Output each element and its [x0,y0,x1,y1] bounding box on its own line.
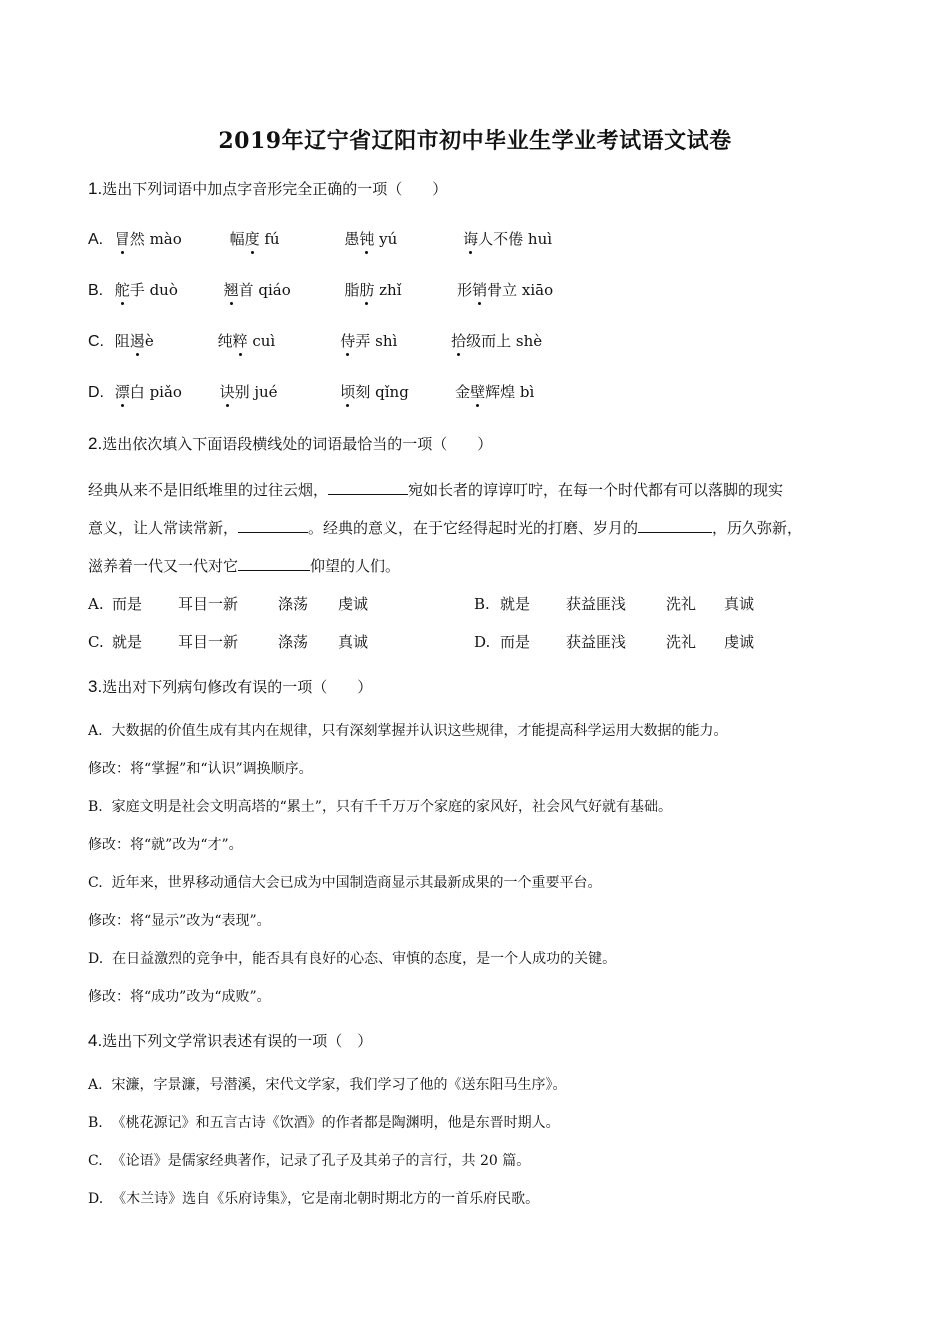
q1-option-d [88,381,534,402]
word-item: 舵手 duò [114,281,178,299]
word-item: 诲人不倦 huì [463,230,553,248]
word-item: 金壁辉煌 bì [455,383,535,401]
q4-line: D. 《木兰诗》选自《乐府诗集》，它是南北朝时期北方的一首乐府民歌。 [88,1191,540,1207]
question-3-stem [88,676,372,697]
option-letter: A. [88,231,104,248]
word-item: 纯粹 cuì [217,332,276,350]
word-item: 侍弄 shì [340,332,398,350]
q2-passage-line: 经典从来不是旧纸堆里的过往云烟， 宛如长者的谆谆叮咛，在每一个时代都有可以落脚的现实 [88,481,784,499]
q3-line: 修改：将“显示”改为“表现”。 [88,913,271,929]
question-number: 3. [88,677,103,696]
q4-line: C. 《论语》是儒家经典著作，记录了孔子及其弟子的言行，共 20 篇。 [88,1153,531,1169]
question-number: 2. [88,434,103,453]
word-item: 阻遏è [114,332,154,350]
q2-passage-line: 滋养着一代又一代对它 仰望的人们。 [88,557,401,575]
word-item: 形销骨立 xiāo [457,281,554,299]
q1-option-b [88,279,553,300]
q4-line: A. 宋濂，字景濂，号潜溪，宋代文学家，我们学习了他的《送东阳马生序》。 [88,1077,567,1093]
fill-blank [328,480,408,495]
q3-line: 修改：将“成功”改为“成败”。 [88,989,271,1005]
fill-blank [238,518,308,533]
word-item: 翘首 qiáo [223,281,291,299]
question-number: 4. [88,1031,103,1050]
q4-line: B. 《桃花源记》和五言古诗《饮酒》的作者都是陶渊明，他是东晋时期人。 [88,1115,560,1131]
word-item: 顷刻 qǐng [340,383,409,401]
word-item: 漂白 piǎo [114,383,182,401]
fill-blank [638,518,712,533]
q3-line: 修改：将“掌握”和“认识”调换顺序。 [88,761,313,777]
fill-blank [238,556,310,571]
word-item: 诀别 jué [219,383,278,401]
q3-line: A. 大数据的价值生成有其内在规律，只有深刻掌握并认识这些规律，才能提高科学运用大数据的能力。 [88,723,728,739]
q1-option-c [88,330,542,351]
q2-option-a: A. 而是 耳目一新 涤荡 虔诚 [88,595,369,613]
question-1-stem [88,178,447,199]
word-item: 愚钝 yú [344,230,398,248]
option-letter: D. [88,384,104,401]
word-item: 拾级而上 shè [451,332,543,350]
q2-option-b: B. 就是 获益匪浅 洗礼 真诚 [474,595,755,613]
q3-line: D. 在日益激烈的竞争中，能否具有良好的心态、审慎的态度，是一个人成功的关键。 [88,951,617,967]
q3-line: B. 家庭文明是社会文明高塔的“累土”，只有千千万万个家庭的家风好，社会风气好就有基础。 [88,799,672,815]
q3-line: C. 近年来，世界移动通信大会已成为中国制造商显示其最新成果的一个重要平台。 [88,875,602,891]
q1-option-a [88,228,552,249]
question-text: 选出下列文学常识表述有误的一项（ ） [102,1032,373,1050]
question-text: 选出下列词语中加点字音形完全正确的一项（ ） [102,180,448,198]
q2-option-c: C. 就是 耳目一新 涤荡 真诚 [88,633,369,651]
option-letter: B. [88,282,104,299]
q3-line: 修改：将“就”改为“才”。 [88,837,243,853]
option-letter: C. [88,333,104,350]
word-item: 幅度 fú [229,230,280,248]
question-text: 选出依次填入下面语段横线处的词语最恰当的一项（ ） [102,435,493,453]
question-4-stem [88,1030,372,1051]
q2-passage-line: 意义，让人常读常新， 。经典的意义，在于它经得起时光的打磨、岁月的 ，历久弥新， [88,519,803,537]
page-title: 2019年辽宁省辽阳市初中毕业生学业考试语文试卷 [218,128,732,154]
question-2-stem [88,433,492,454]
question-text: 选出对下列病句修改有误的一项（ ） [102,678,373,696]
q2-option-d: D. 而是 获益匪浅 洗礼 虔诚 [474,633,755,651]
question-number: 1. [88,179,103,198]
word-item: 冒然 mào [114,230,182,248]
word-item: 脂肪 zhǐ [344,281,402,299]
